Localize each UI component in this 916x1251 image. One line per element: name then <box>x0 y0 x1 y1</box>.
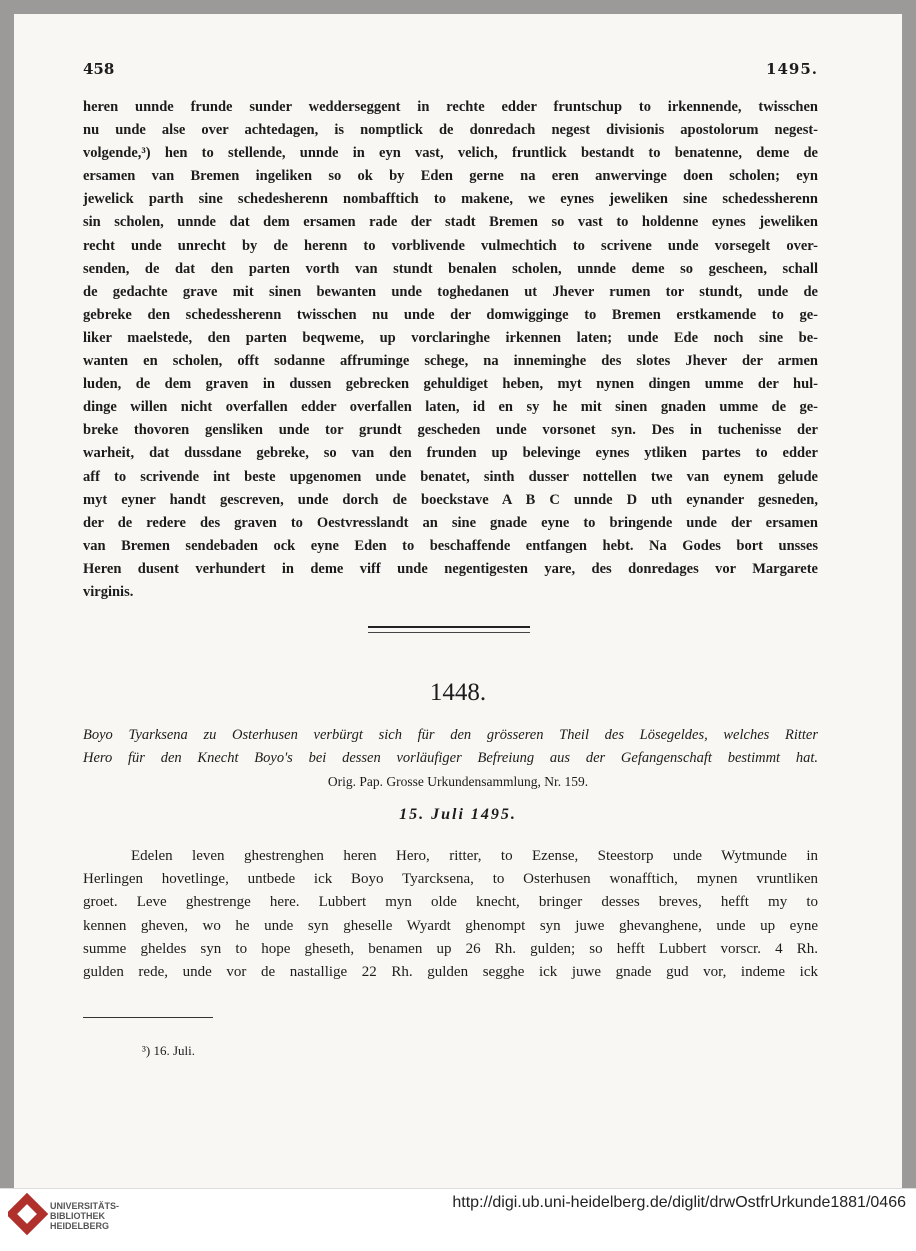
text-line: wanten en scholen, offt sodanne affruminge schege, na inneminghe des slotes Jhever der armen <box>83 353 818 370</box>
text-line: de gedachte grave mit sinen bewanten unde toghedanen ut Jhever rumen tor stundt, unde de <box>83 283 818 300</box>
letter-line: Herlingen hovetlinge, untbede ick Boyo Tyarcksena, to Osterhusen wonafftich, mynen vruntliken <box>83 871 818 888</box>
text-line: aff to scrivende int beste upgenomen unde benatet, sinth dusser nottellen twe van eynem gelude <box>83 468 818 485</box>
scan-edge-top <box>0 0 916 14</box>
footnote-rule <box>83 1017 213 1018</box>
text-line: heren unnde frunde sunder wedderseggent in rechte edder fruntschup to irkennende, twisschen <box>83 99 818 115</box>
text-line: virginis. <box>83 583 134 600</box>
letter-line: kennen gheven, wo he unde syn gheselle Wyardt ghenompt syn juwe ghevanghene, unde up eyne <box>83 917 818 934</box>
continued-document-text <box>83 96 818 604</box>
page-number: 458 <box>83 60 115 78</box>
regest-line: Hero für den Knecht Boyo's bei dessen vorläufiger Befreiung aus der Gefangenschaft bestimmt hat. <box>83 750 818 766</box>
text-line: myt eyner handt gescreven, unde dorch de boeckstave A B C unnde D uth eynander gesneden, <box>83 491 818 508</box>
text-line: senden, de dat den parten vorth van stundt benalen scholen, unnde deme so gescheen, schall <box>83 260 818 277</box>
text-line: van Bremen sendebaden ock eyne Eden to beschaffende entfangen hebt. Na Godes bort unsses <box>83 537 818 554</box>
text-line: dinge willen nicht overfallen edder overfallen laten, id en sy he mit sinen gnaden umme de ge- <box>83 399 818 416</box>
text-line: gebreke den schedessherenn twisschen nu unde der domwigginge to Bremen erstkamende to ge- <box>83 306 818 323</box>
text-line: nu unde alse over achtedagen, is nomptlick de donredach negest divisionis apostolorum negest- <box>83 122 818 139</box>
running-head <box>83 60 818 84</box>
text-line: der de redere des graven to Oestvresslandt an sine gnade eyne to bringende unde der ersamen <box>83 514 818 531</box>
logo-text <box>50 1201 119 1231</box>
university-library-logo[interactable] <box>8 1193 128 1237</box>
text-line: volgende,³) hen to stellende, unnde in eyn vast, velich, fruntlick bestandt to benatenne, deme de <box>83 145 818 162</box>
text-line: warheit, dat dussdane gebreke, so van den frunden up belevinge eynes ytliken partes to edder <box>83 445 818 462</box>
text-line: liker maelstede, den parten beqweme, up vorclaringhe irkennen laten; unde Ede noch sine be- <box>83 329 818 346</box>
letter-line: gulden rede, unde vor de nastallige 22 Rh. gulden segghe ick juwe gnade gud vor, indeme ick <box>83 964 818 981</box>
running-year: 1495. <box>766 60 818 78</box>
text-line: sin scholen, unnde dat dem ersamen rade der stadt Bremen so vast to holdenne eynes jeweliken <box>83 214 818 231</box>
footnote <box>142 1043 195 1059</box>
logo-line: HEIDELBERG <box>50 1221 110 1231</box>
logo-line: BIBLIOTHEK <box>50 1211 105 1221</box>
letter-text <box>83 845 818 984</box>
letter-line: groet. Leve ghestrenge here. Lubbert myn olde knecht, bringer desses breves, hefft my to <box>83 894 818 911</box>
permalink-url[interactable]: http://digi.ub.uni-heidelberg.de/diglit/drwOstfrUrkunde1881/0466 <box>452 1194 906 1211</box>
document-number: 1448. <box>429 679 487 706</box>
text-line: recht unde unrecht by de herenn to vorblivende vulmechtich to scrivene unde vorsegelt over- <box>83 237 818 254</box>
regest-line: Boyo Tyarksena zu Osterhusen verbürgt sich für den grösseren Theil des Lösegeldes, welches Ritter <box>83 727 818 743</box>
text-line: luden, de dem graven in dussen gebrecken gehuldiget heben, myt nynen dingen umme der hul- <box>83 376 818 393</box>
scan-edge-left <box>0 0 14 1188</box>
text-line: breke thovoren gensliken unde tor grundt gescheden unde vorsonet syn. Des in tuchenisse der <box>83 422 818 439</box>
footnote-mark: ³) <box>142 1043 151 1058</box>
text-line: Heren dusent verhundert in deme viff unde negentigesten yare, des donredages vor Margarete <box>83 560 818 577</box>
source-note: Orig. Pap. Grosse Urkundensammlung, Nr. 159. <box>327 774 589 789</box>
document-date: 15. Juli 1495. <box>399 806 517 823</box>
regest-summary <box>83 724 818 770</box>
text-line: jewelick parth sine schedesherenn nombafftich to makene, we eynes jeweliken sine schedessherenn <box>83 191 818 208</box>
section-divider <box>368 626 530 633</box>
text-line: ersamen van Bremen ingeliken so ok by Eden gerne na eren anwervinge doen scholen; eyn <box>83 168 818 185</box>
footnote-text: 16. Juli. <box>153 1043 196 1058</box>
letter-line: summe gheldes syn to hope gheseth, benamen up 26 Rh. gulden; so hefft Lubbert vorscr. 4 Rh. <box>83 940 818 957</box>
library-emblem-icon <box>8 1193 48 1237</box>
letter-line: Edelen leven ghestrenghen heren Hero, ritter, to Ezense, Steestorp unde Wytmunde in <box>131 848 818 864</box>
scan-edge-right <box>902 0 916 1188</box>
logo-line: UNIVERSITÄTS- <box>50 1201 120 1211</box>
